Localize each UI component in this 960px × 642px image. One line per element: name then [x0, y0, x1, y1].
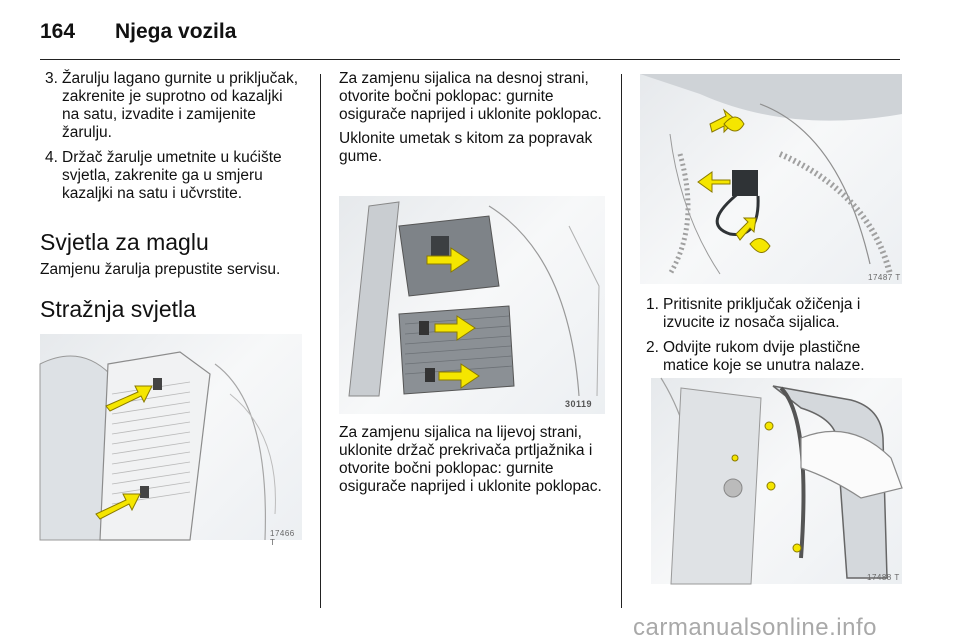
chapter-title: Njega vozila — [115, 20, 237, 43]
figure-code: 30119 — [565, 399, 593, 409]
step-number: 3. — [45, 70, 58, 87]
step-list — [40, 70, 302, 203]
figure-trunk-insert — [339, 196, 605, 414]
figure-wiring-connector — [640, 74, 902, 284]
step-list — [641, 296, 906, 375]
hand-icon — [801, 431, 902, 498]
watermark: carmanualsonline.info — [633, 614, 877, 641]
list-item — [40, 149, 302, 203]
paragraph: Za zamjenu sijalica na desnoj strani, otvorite bočni poklopac: gurnite osigurače naprijed i uklonite poklopac. — [339, 70, 602, 123]
trunk-insert-illustration — [339, 196, 605, 414]
nut-icon — [750, 238, 770, 252]
fog-lights-heading: Svjetla za maglu — [40, 229, 209, 255]
page-number: 164 — [40, 20, 76, 43]
page-header — [0, 0, 960, 58]
list-item — [641, 339, 906, 375]
rear-lights-heading: Stražnja svjetla — [40, 296, 196, 322]
list-item — [641, 296, 906, 332]
wiring-connector-illustration — [640, 74, 902, 284]
list-item — [40, 70, 302, 142]
step-text: Držač žarulje umetnite u kućište svjetla, zakrenite ga u smjeru kazaljki na satu i učvrstite. — [62, 149, 282, 202]
figure-code: 17487 T — [868, 273, 901, 282]
step-text: Žarulju lagano gurnite u priključak, zakrenite je suprotno od kazaljki na satu, izvadite i zamijenite žarulju. — [62, 70, 299, 141]
step-text: Odvijte rukom dvije plastične matice koje se unutra nalaze. — [663, 339, 865, 374]
lamp-housing-illustration — [651, 378, 902, 584]
connector-block — [732, 170, 758, 196]
figure-code: 17488 T — [867, 573, 900, 582]
figure-code: 17466 T — [270, 529, 295, 547]
paragraph: Za zamjenu sijalica na lijevoj strani, uklonite držač prekrivača prtljažnika i otvorite bočni poklopac: gurnite osigurače naprijed i uklonite poklopac. — [339, 424, 602, 495]
column-middle — [339, 70, 607, 172]
clip-lower — [140, 486, 149, 498]
header-rule — [40, 59, 900, 60]
column-right — [641, 296, 906, 382]
figure-lamp-housing — [651, 378, 902, 584]
step-text: Pritisnite priključak ožičenja i izvucite iz nosača sijalica. — [663, 296, 861, 331]
column-left — [40, 70, 302, 210]
figure-side-panel — [40, 334, 302, 547]
step-number: 1. — [646, 296, 659, 313]
arrow-icon — [698, 172, 730, 192]
side-panel-illustration — [40, 334, 302, 540]
column-divider — [621, 74, 622, 608]
clip-upper — [153, 378, 162, 390]
step-number: 2. — [646, 339, 659, 356]
arrow-icon — [736, 218, 756, 240]
column-divider — [320, 74, 321, 608]
column-middle-lower — [339, 424, 607, 502]
fog-lights-text: Zamjenu žarulja prepustite servisu. — [40, 261, 281, 278]
paragraph: Uklonite umetak s kitom za popravak gume. — [339, 130, 593, 165]
step-number: 4. — [45, 149, 58, 166]
